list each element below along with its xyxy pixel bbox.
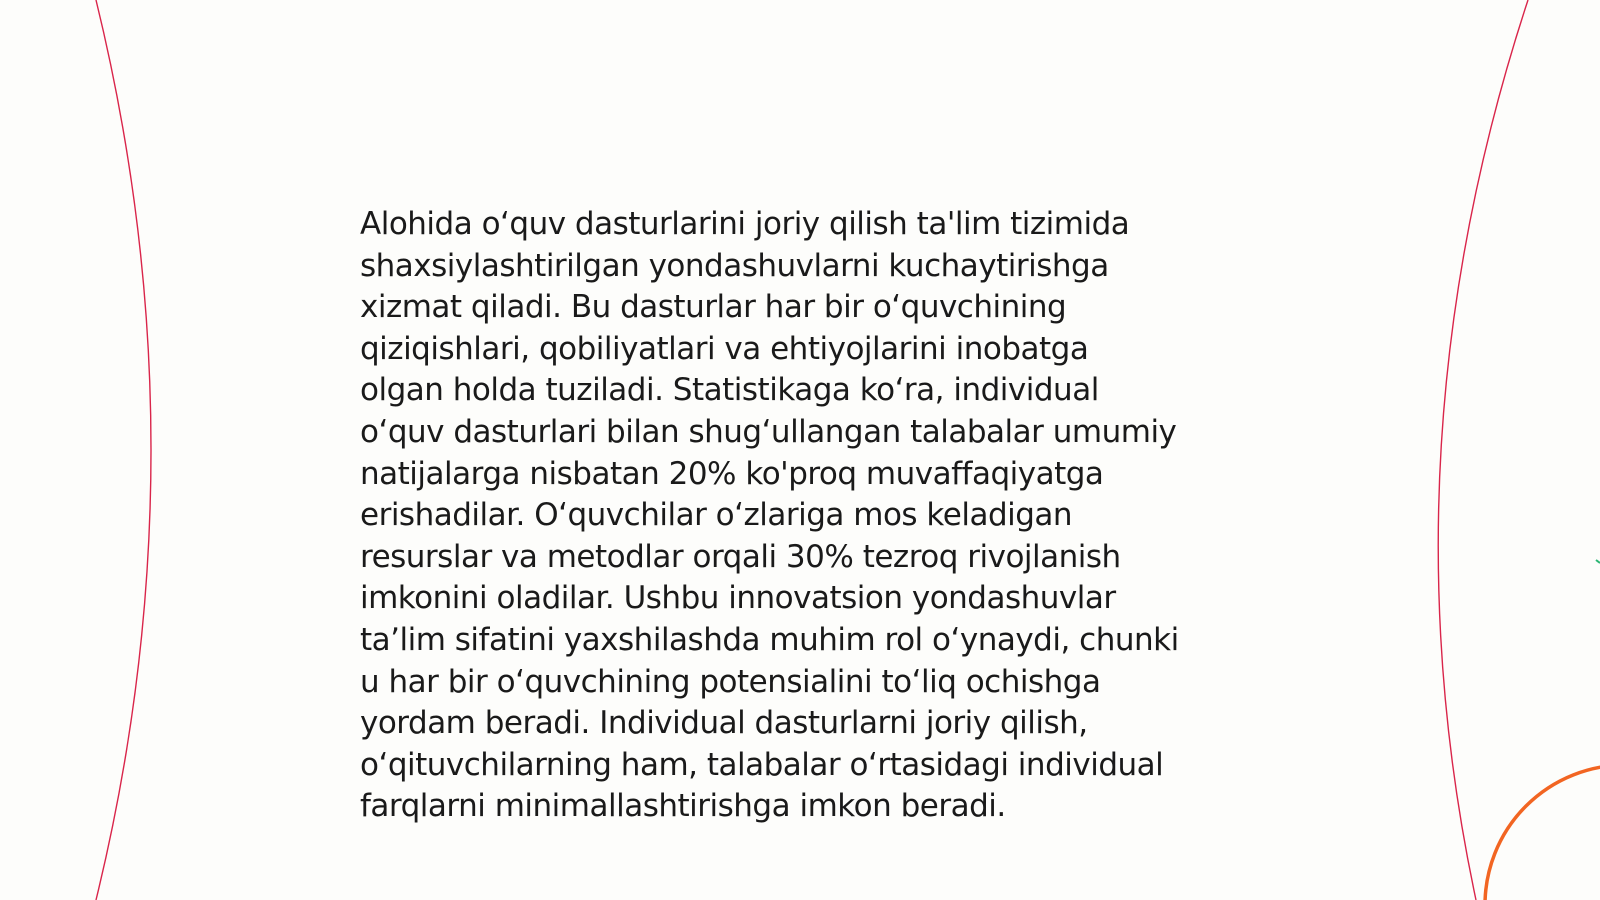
paragraph-line: natijalarga nisbatan 20% ko'proq muvaffaqiyatga [360,455,1104,492]
paragraph-line: resurslar va metodlar orqali 30% tezroq rivojlanish [360,538,1121,575]
paragraph-line: olgan holda tuziladi. Statistikaga ko‘ra, individual [360,372,1099,409]
right-curve-line [1438,0,1528,900]
paragraph-line: erishadilar. O‘quvchilar o‘zlariga mos keladigan [360,497,1073,534]
paragraph-line: Alohida o‘quv dasturlarini joriy qilish ta'lim tizimida [360,206,1130,242]
left-curve-line [96,0,151,900]
paragraph-line: o‘quv dasturlari bilan shug‘ullangan talabalar umumiy [360,413,1177,450]
paragraph-line: xizmat qiladi. Bu dasturlar har bir o‘quvchining [360,289,1067,326]
paragraph-line: yordam beradi. Individual dasturlarni joriy qilish, [360,705,1088,742]
paragraph-line: shaxsiylashtirilgan yondashuvlarni kuchaytirishga [360,247,1109,284]
paragraph-line: imkonini oladilar. Ushbu innovatsion yondashuvlar [360,580,1116,617]
paragraph-line: o‘qituvchilarning ham, talabalar o‘rtasidagi individual [360,746,1164,783]
orange-circle-outline [1485,765,1600,900]
paragraph-line: qiziqishlari, qobiliyatlari va ehtiyojlarini inobatga [360,330,1089,367]
body-paragraph [360,204,1260,828]
green-accent-mark [1596,560,1600,563]
paragraph-line: ta’lim sifatini yaxshilashda muhim rol o‘ynaydi, chunki [360,621,1179,658]
paragraph-line: u har bir o‘quvchining potensialini to‘liq ochishga [360,663,1101,700]
paragraph-line: farqlarni minimallashtirishga imkon beradi. [360,788,1006,825]
